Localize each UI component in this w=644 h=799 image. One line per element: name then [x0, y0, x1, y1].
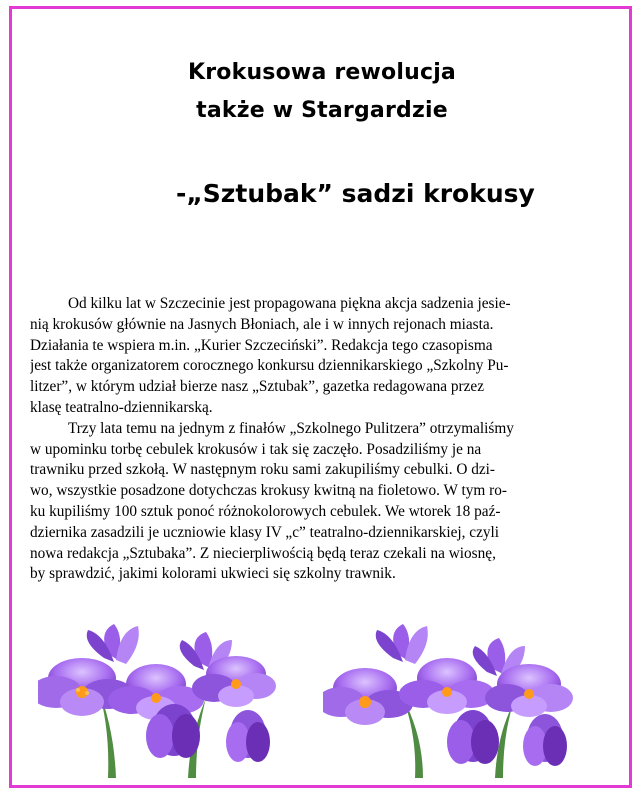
- article-line: trawniku przed szkołą. W następnym roku sami zakupiliśmy cebulki. O dzi-: [30, 461, 496, 479]
- crocus-flower: [87, 624, 139, 664]
- article-line: wo, wszystkie posadzone dotychczas krokusy kwitną na fioletowo. W tym ro-: [30, 482, 507, 500]
- article-title-line-2: także w Stargardzie: [196, 98, 448, 123]
- crocus-flowers-left-image: [38, 618, 278, 778]
- article-line: Trzy lata temu na jednym z finałów „Szkolnego Pulitzera” otrzymaliśmy: [68, 419, 514, 437]
- article-line: by sprawdzić, jakimi kolorami ukwieci się szkolny trawnik.: [30, 565, 396, 583]
- article-title-line-1: Krokusowa rewolucja: [188, 60, 456, 85]
- article-line: dziernika zasadzili je uczniowie klasy IV „c” teatralno-dziennikarskiej, czyli: [30, 523, 500, 541]
- article-line: Działania te wspiera m.in. „Kurier Szczeciński”. Redakcja tego czasopisma: [30, 336, 493, 354]
- article-line: klasę teatralno-dziennikarską.: [30, 398, 213, 416]
- article-subtitle: -„Sztubak” sadzi krokusy: [176, 179, 535, 208]
- crocus-flowers-right-image: [323, 618, 573, 778]
- article-line: w upominku torbę cebulek krokusów i tak się zaczęło. Posadziliśmy je na: [30, 440, 482, 458]
- article-line: nią krokusów głównie na Jasnych Błoniach, ale i w innych rejonach miasta.: [30, 315, 494, 333]
- article-line: ku kupiliśmy 100 sztuk ponoć różnokolorowych cebulek. We wtorek 18 paź-: [30, 502, 501, 520]
- article-line: jest także organizatorem corocznego konkursu dziennikarskiego „Szkolny Pu-: [30, 357, 509, 375]
- article-body: [30, 294, 615, 585]
- article-line: nowa redakcja „Sztubaka”. Z niecierpliwością będą teraz czekali na wiosnę,: [30, 544, 496, 562]
- article-line: Od kilku lat w Szczecinie jest propagowana piękna akcja sadzenia jesie-: [68, 295, 511, 312]
- article-line: litzer”, w którym udział bierze nasz „Sztubak”, gazetka redagowana przez: [30, 378, 484, 396]
